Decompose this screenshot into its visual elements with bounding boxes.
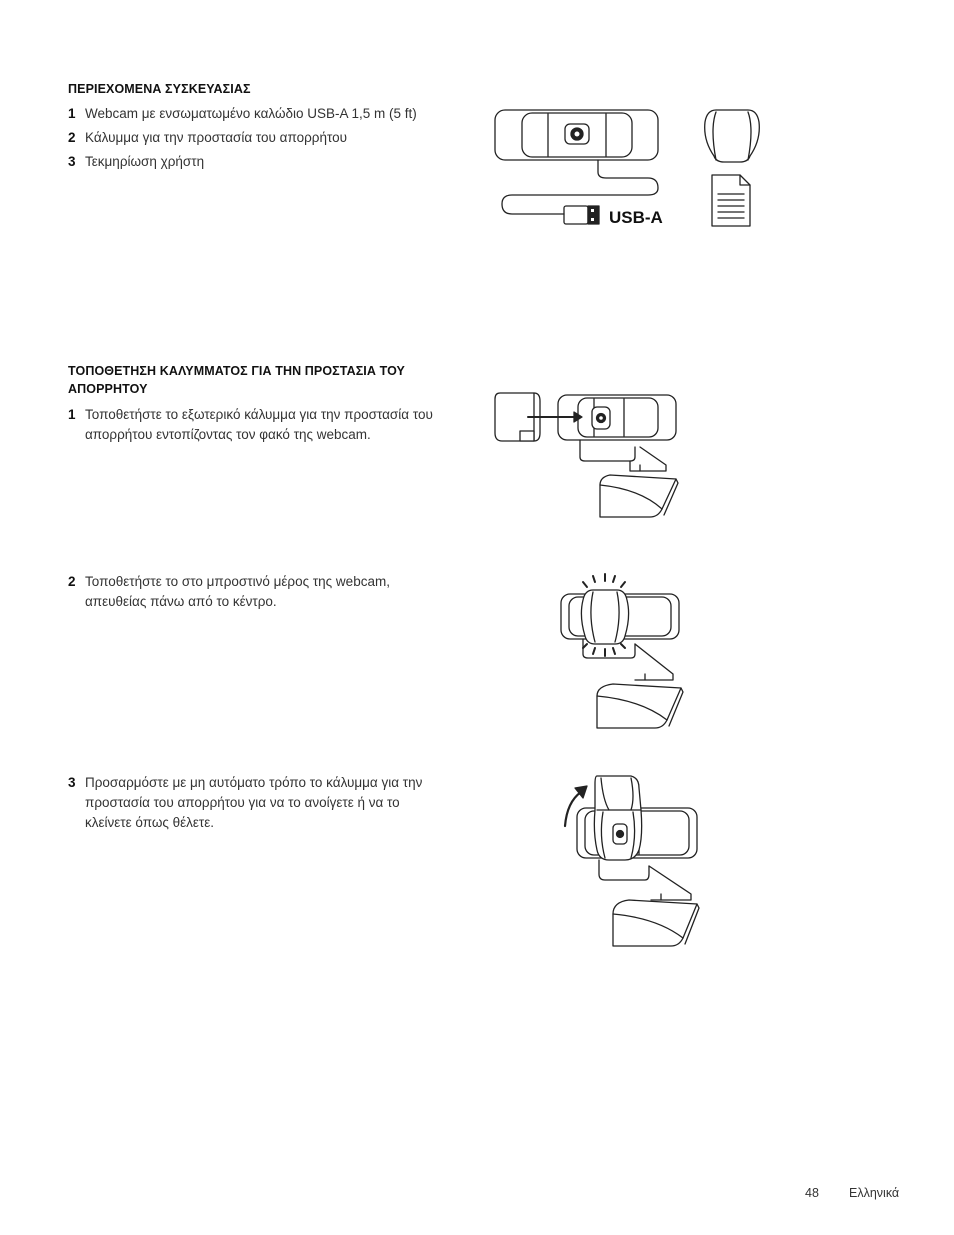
package-item-webcam (68, 104, 468, 124)
step-2 (68, 572, 428, 612)
arrow-right-icon (528, 412, 582, 422)
item-number: 3 (68, 154, 76, 169)
step-3-illustration (555, 770, 705, 960)
step-number: 1 (68, 407, 76, 422)
step-text: Τοποθετήστε το στο μπροστινό μέρος της webcam, απευθείας πάνω από το κέντρο. (85, 574, 390, 609)
rotate-arrow-icon (565, 786, 587, 826)
page-number: 48 (805, 1186, 819, 1200)
step-1 (68, 405, 448, 445)
usb-plug-icon (564, 206, 599, 224)
section-heading-privacy-cover: ΤΟΠΟΘΕΤΗΣΗ ΚΑΛΥΜΜΑΤΟΣ ΓΙΑ ΤΗΝ ΠΡΟΣΤΑΣΙΑ ΤΟΥ ΑΠΟΡΡΗΤΟΥ (68, 364, 405, 396)
step-1-illustration (490, 385, 690, 535)
package-item-documentation (68, 152, 468, 172)
package-item-privacy-cover (68, 128, 468, 148)
package-contents-illustration (488, 100, 768, 240)
privacy-cover-icon (581, 590, 628, 644)
privacy-cover-icon (705, 110, 760, 162)
footer-language: Ελληνικά (849, 1186, 900, 1200)
usb-label: USB-A (609, 208, 663, 227)
step-2-illustration (555, 570, 695, 740)
item-text: Webcam με ενσωματωμένο καλώδιο USB-A 1,5 m (5 ft) (85, 106, 417, 121)
webcam-icon (495, 110, 658, 160)
item-text: Τεκμηρίωση χρήστη (85, 154, 205, 169)
privacy-cover-icon (594, 776, 641, 860)
step-text: Τοποθετήστε το εξωτερικό κάλυμμα για την προστασία του απορρήτου εντοπίζοντας τον φακό της webcam. (85, 407, 433, 442)
step-3 (68, 773, 428, 833)
document-icon (712, 175, 750, 226)
item-text: Κάλυμμα για την προστασία του απορρήτου (85, 130, 347, 145)
item-number: 1 (68, 106, 76, 121)
step-text: Προσαρμόστε με μη αυτόματο τρόπο το κάλυμμα για την προστασία του απορρήτου για να το ανοίγετε ή να το κλείνετε όπως θέλετε. (85, 775, 423, 830)
step-number: 3 (68, 775, 76, 790)
item-number: 2 (68, 130, 76, 145)
section-heading-package-contents: ΠΕΡΙΕΧΟΜΕΝΑ ΣΥΣΚΕΥΑΣΙΑΣ (68, 82, 251, 96)
step-number: 2 (68, 574, 76, 589)
